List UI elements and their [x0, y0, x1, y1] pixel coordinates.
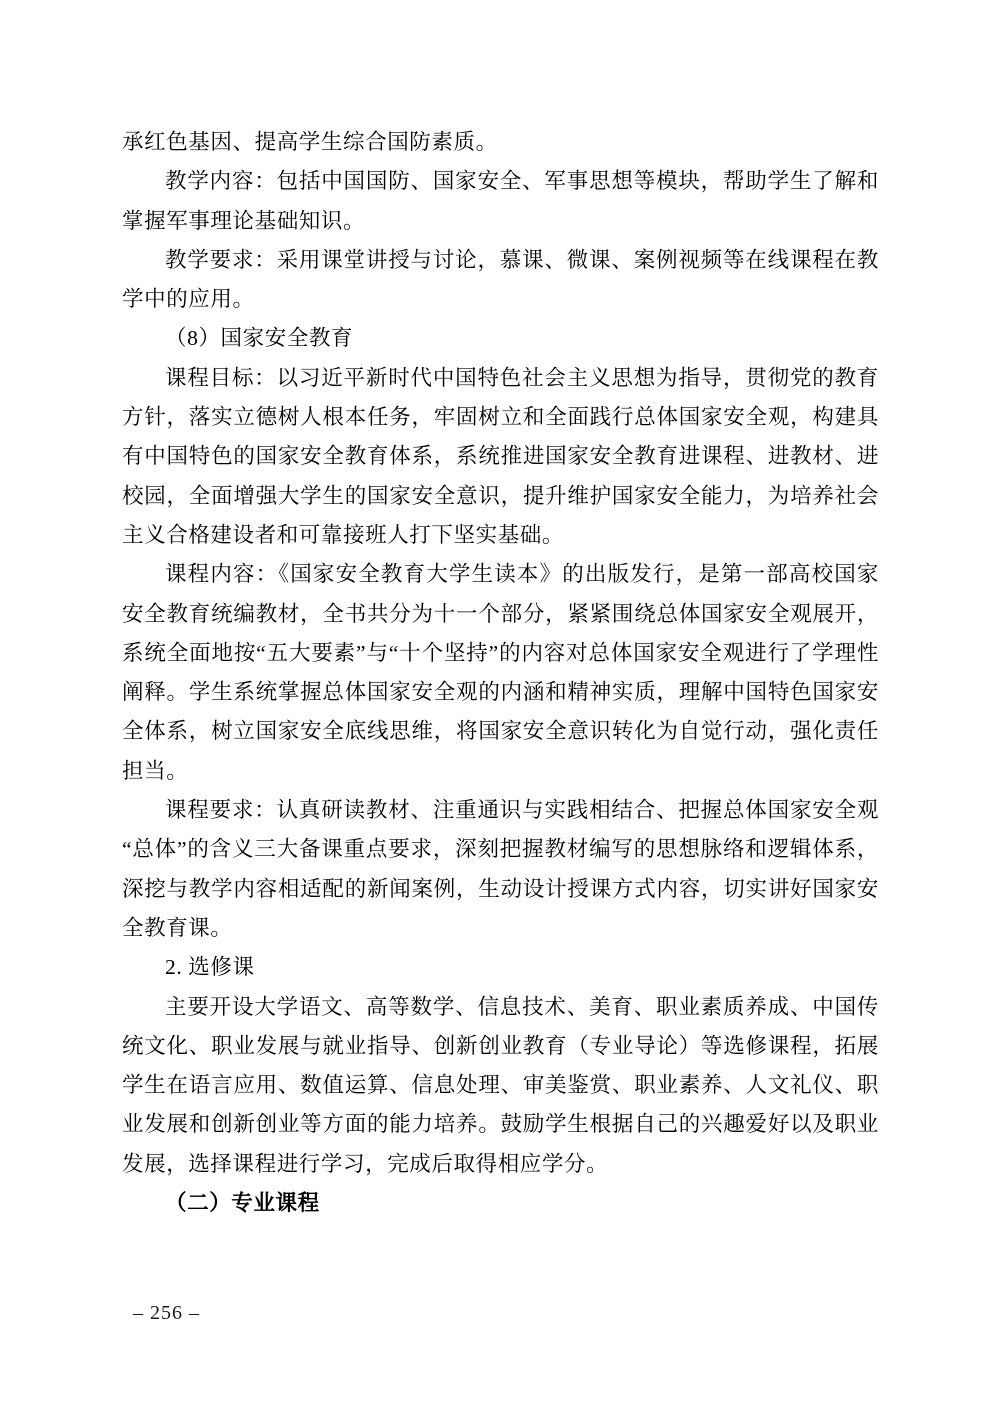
paragraph-elective-description: 主要开设大学语文、高等数学、信息技术、美育、职业素质养成、中国传统文化、职业发展与就业指导、创新创业教育（专业导论）等选修课程，拓展学生在语言应用、数值运算、信息处理、审美鉴赏、职业素养、人文礼仪、职业发展和创新创业等方面的能力培养。鼓励学生根据自己的兴趣爱好以及职业发展，选择课程进行学习，完成后取得相应学分。 [122, 994, 879, 1176]
paragraph-continuation: 承红色基因、提高学生综合国防素质。 [122, 130, 498, 154]
subsection-heading-elective-courses: 2. 选修课 [165, 955, 255, 980]
text-block [122, 123, 879, 1223]
paragraph-teaching-requirements: 教学要求：采用课堂讲授与讨论，慕课、微课、案例视频等在线课程在教学中的应用。 [122, 247, 879, 312]
paragraph-teaching-content: 教学内容：包括中国国防、国家安全、军事思想等模块，帮助学生了解和掌握军事理论基础知识。 [122, 169, 879, 233]
paragraph-course-content: 课程内容：《国家安全教育大学生读本》的出版发行，是第一部高校国家安全教育统编教材，全书共分为十一个部分，紧紧围绕总体国家安全观展开，系统全面地按“五大要素”与“十个坚持”的内容对总体国家安全观进行了学理性阐释。学生系统掌握总体国家安全观的内涵和精神实质，理解中国特色国家安全体系，树立国家安全底线思维，将国家安全意识转化为自觉行动，强化责任担当。 [122, 562, 879, 783]
paragraph-course-objectives: 课程目标：以习近平新时代中国特色社会主义思想为指导，贯彻党的教育方针，落实立德树人根本任务，牢固树立和全面践行总体国家安全观，构建具有中国特色的国家安全教育体系，系统推进国家安全教育进课程、进教材、进校园，全面增强大学生的国家安全意识，提升维护国家安全能力，为培养社会主义合格建设者和可靠接班人打下坚实基础。 [122, 365, 879, 547]
paragraph-course-requirements: 课程要求：认真研读教材、注重通识与实践相结合、把握总体国家安全观“总体”的含义三大备课重点要求，深刻把握教材编写的思想脉络和逻辑体系，深挖与教学内容相适配的新闻案例，生动设计授课方式内容，切实讲好国家安全教育课。 [122, 798, 879, 940]
subsection-heading-national-security-education: （8）国家安全教育 [165, 326, 354, 351]
page-number: – 256 – [133, 1302, 200, 1324]
section-heading-professional-courses: （二）专业课程 [165, 1191, 320, 1216]
